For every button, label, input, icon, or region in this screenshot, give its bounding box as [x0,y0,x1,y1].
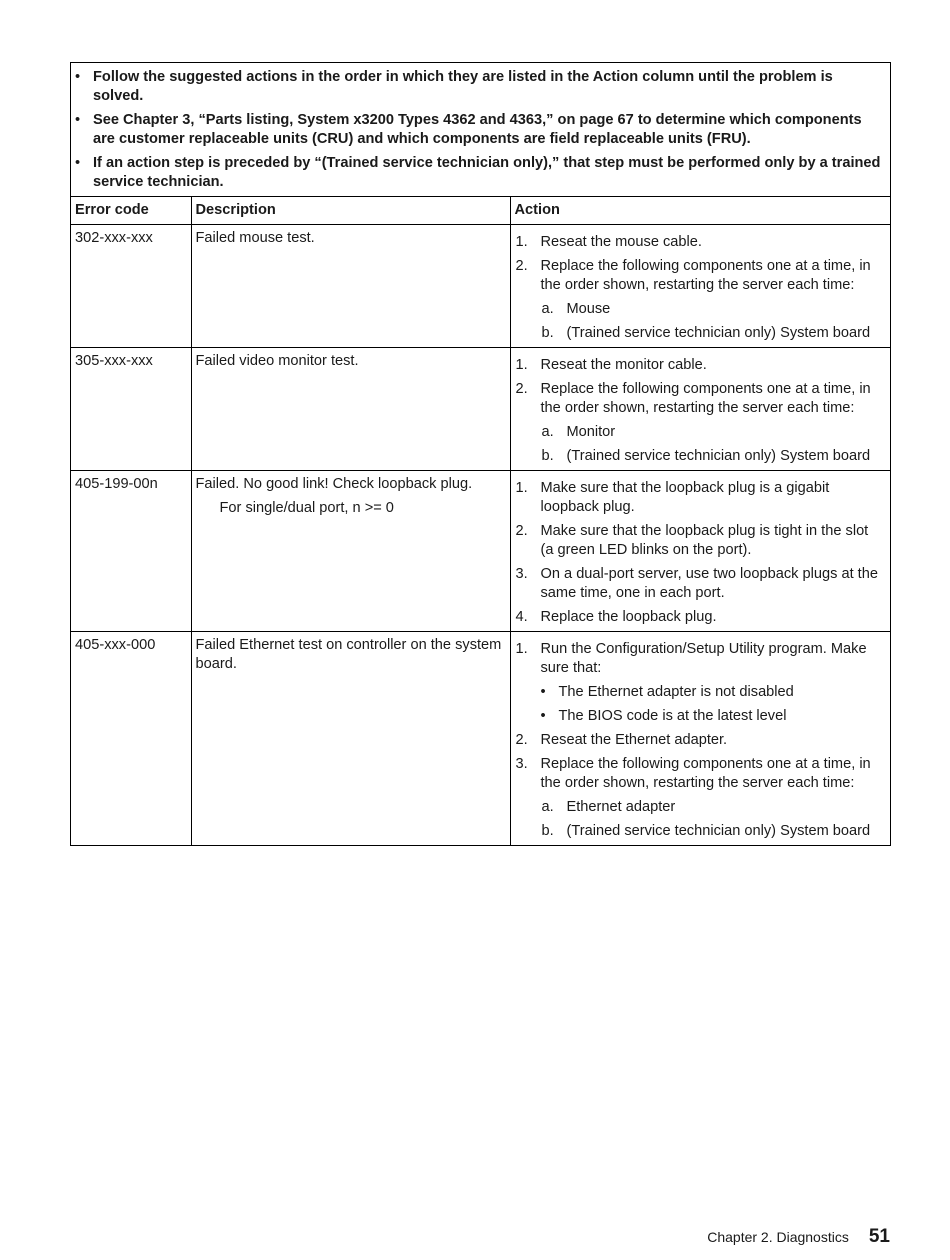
step-text: Replace the following components one at a time, in the order shown, restarting the server each time: [540,381,871,416]
error-code-cell: 405-xxx-000 [71,632,191,846]
action-step [515,522,881,560]
note-item: • If an action step is preceded by “(Trained service technician only),” that step must be performed only by a trained service technician. [75,154,884,192]
description-cell [191,348,510,471]
step-number: 3. [515,566,528,582]
step-text: Replace the following components one at a time, in the order shown, restarting the server each time: [540,258,871,293]
table-row [71,225,890,348]
step-number: 1. [515,357,528,373]
step-text: Make sure that the loopback plug is tight in the slot (a green LED blinks on the port). [540,523,869,558]
header-error-code: Error code [71,197,191,225]
action-step [515,755,881,841]
action-step [515,356,881,375]
action-cell [510,632,890,846]
step-number: 3. [515,756,528,772]
error-code-cell: 405-199-00n [71,471,191,632]
action-step [515,479,881,517]
error-code-cell: 302-xxx-xxx [71,225,191,348]
step-number: 1. [515,234,528,250]
step-text: Replace the following components one at a time, in the order shown, restarting the server each time: [540,756,871,791]
action-step [515,565,881,603]
description-text: Failed mouse test. [195,230,315,246]
step-number: 1. [515,641,528,657]
action-step [515,731,881,750]
step-text: Make sure that the loopback plug is a gigabit loopback plug. [540,480,830,515]
sub-step [541,798,881,817]
sub-step [541,324,881,343]
table-row [71,632,890,846]
step-number: 4. [515,609,528,625]
description-cell [191,471,510,632]
header-description: Description [191,197,510,225]
step-number: 2. [515,381,528,397]
step-number: 2. [515,258,528,274]
step-text: Reseat the Ethernet adapter. [540,732,728,748]
description-subtext: For single/dual port, n >= 0 [219,500,394,516]
action-step [515,380,881,466]
step-number: 2. [515,732,528,748]
sub-step-letter: a. [541,424,554,440]
step-text: Reseat the monitor cable. [540,357,707,373]
header-action: Action [510,197,890,225]
step-number: 2. [515,523,528,539]
action-step [515,257,881,343]
error-code-cell: 305-xxx-xxx [71,348,191,471]
sub-step-text: (Trained service technician only) System board [566,325,871,341]
sub-step-text: Monitor [566,424,616,440]
error-code-table [70,62,891,846]
description-cell [191,632,510,846]
sub-step-text: (Trained service technician only) System board [566,823,871,839]
sub-step [541,423,881,442]
sub-step-letter: b. [541,823,554,839]
footer-chapter: Chapter 2. Diagnostics [707,1229,849,1245]
description-cell [191,225,510,348]
description-text: Failed Ethernet test on controller on the system board. [195,637,502,672]
action-step [515,233,881,252]
sub-step-letter: b. [541,325,554,341]
step-number: 1. [515,480,528,496]
sub-step-text: Mouse [566,301,611,317]
step-text: Replace the loopback plug. [540,609,717,625]
sub-step-text: Ethernet adapter [566,799,676,815]
bullet-item: • The Ethernet adapter is not disabled [541,683,881,702]
note-item: • Follow the suggested actions in the order in which they are listed in the Action column until the problem is solved. [75,68,884,106]
description-text: Failed. No good link! Check loopback plug. [195,476,473,492]
table-notes [71,63,890,197]
description-text: Failed video monitor test. [195,353,359,369]
diagnostic-table [71,197,890,845]
step-text: Run the Configuration/Setup Utility program. Make sure that: [540,641,867,676]
table-row [71,471,890,632]
step-text: On a dual-port server, use two loopback plugs at the same time, one in each port. [540,566,878,601]
sub-step-letter: b. [541,448,554,464]
header-row [71,197,890,225]
page-footer [707,1226,890,1248]
action-step [515,640,881,726]
sub-step-letter: a. [541,301,554,317]
table-row [71,348,890,471]
sub-step [541,447,881,466]
sub-step [541,822,881,841]
page-number: 51 [868,1226,890,1247]
action-step [515,608,881,627]
step-text: Reseat the mouse cable. [540,234,702,250]
sub-step-letter: a. [541,799,554,815]
note-item: • See Chapter 3, “Parts listing, System x3200 Types 4362 and 4363,” on page 67 to determine which components are customer replaceable units (CRU) and which components are field replaceable units (FRU). [75,111,884,149]
sub-step-text: (Trained service technician only) System board [566,448,871,464]
action-cell [510,225,890,348]
sub-step [541,300,881,319]
action-cell [510,348,890,471]
bullet-item: • The BIOS code is at the latest level [541,707,881,726]
action-cell [510,471,890,632]
